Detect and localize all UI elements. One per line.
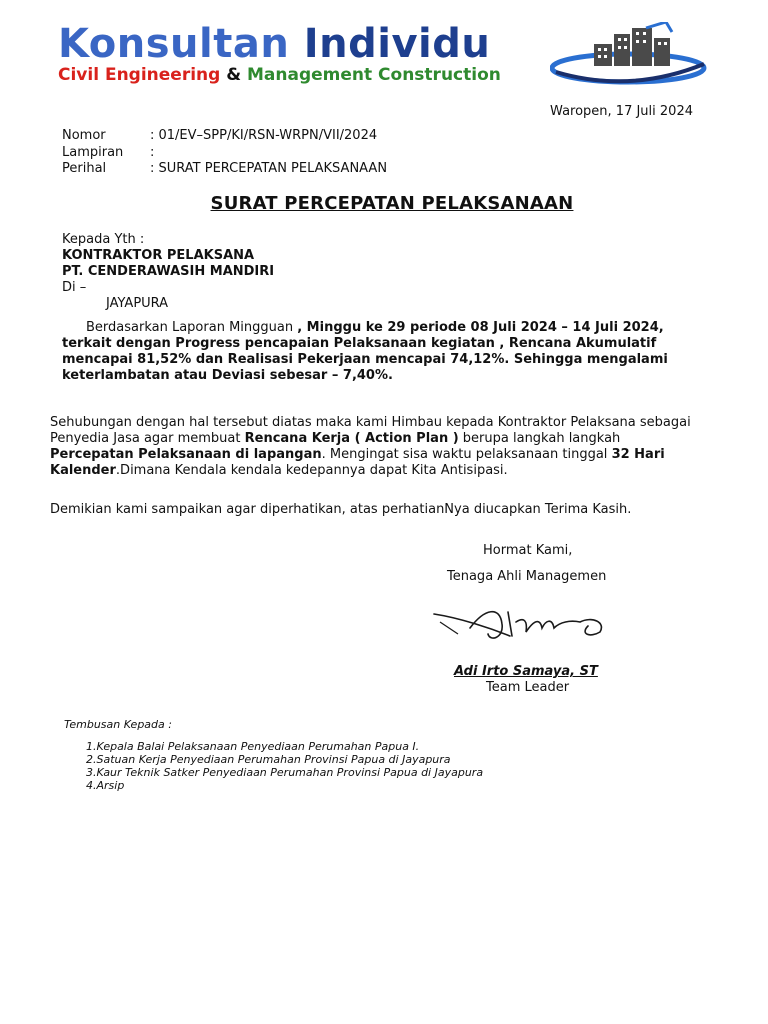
cc-item: 1.Kepala Balai Pelaksanaan Penyediaan Perumahan Papua I. [86,740,420,753]
letterhead-subtitle-management: Management Construction [247,65,501,85]
signer-name: Adi Irto Samaya, ST [454,664,598,679]
signature-role: Tenaga Ahli Managemen [447,569,607,584]
paragraph1-line4: keterlambatan atau Deviasi sebesar – 7,40%. [62,368,393,383]
handwritten-signature [430,598,620,648]
cc-label: Tembusan Kepada : [64,718,172,731]
paragraph2-line4-b: .Dimana Kendala kendala kedepannya dapat Kita Antisipasi. [115,463,508,478]
letterhead-subtitle-amp: & [220,65,247,85]
perihal-value: : SURAT PERCEPATAN PELAKSANAAN [150,161,388,176]
perihal-label: Perihal [62,161,107,176]
letter-date: Waropen, 17 Juli 2024 [550,104,693,119]
closing-sentence: Demikian kami sampaikan agar diperhatikan, atas perhatianNya diucapkan Terima Kasih. [50,502,632,517]
cc-item: 4.Arsip [86,779,125,792]
paragraph1-line1-a: Berdasarkan Laporan Mingguan [86,320,298,335]
paragraph2-line2-c: berupa langkah langkah [458,431,621,446]
paragraph2-line4-a: Kalender [50,463,116,478]
paragraph1-line3: mencapai 81,52% dan Realisasi Pekerjaan mencapai 74,12%. Sehingga mengalami [62,352,668,367]
recipient-line1: KONTRAKTOR PELAKSANA [62,248,255,263]
paragraph1-line1-b: , Minggu ke 29 periode 08 Juli 2024 – 14 Juli 2024, [297,320,664,335]
paragraph2-line3-a: Percepatan Pelaksanaan di lapangan [50,447,322,462]
cc-item: 3.Kaur Teknik Satker Penyediaan Perumahan Provinsi Papua di Jayapura [86,766,484,779]
signer-position: Team Leader [486,680,570,695]
paragraph2-line1: Sehubungan dengan hal tersebut diatas maka kami Himbau kepada Kontraktor Pelaksana sebagai [50,415,691,430]
lampiran-value: : [150,145,155,160]
paragraph2-line3-c: 32 Hari [611,447,665,462]
paragraph1-line2: terkait dengan Progress pencapaian Pelaksanaan kegiatan , Rencana Akumulatif [62,336,657,351]
letterhead-title-word1: Konsultan [58,21,290,67]
letterhead-subtitle-civil: Civil Engineering [58,65,221,85]
recipient-line2: PT. CENDERAWASIH MANDIRI [62,264,275,279]
lampiran-label: Lampiran [62,145,124,160]
recipient-di: Di – [62,280,87,295]
nomor-label: Nomor [62,128,106,143]
letter-heading: SURAT PERCEPATAN PELAKSANAAN [210,193,574,214]
letterhead-title-word2: Individu [303,21,491,67]
recipient-city: JAYAPURA [106,296,169,311]
paragraph2-line4 [50,463,508,479]
recipient-kepada: Kepada Yth : [62,232,145,247]
paragraph2-line2-a: Penyedia Jasa agar membuat [50,431,245,446]
paragraph2-line3 [50,447,665,463]
paragraph2-line2 [50,431,620,447]
letterhead-subtitle [58,64,501,86]
cc-item: 2.Satuan Kerja Penyediaan Perumahan Provinsi Papua di Jayapura [86,753,451,766]
nomor-value: : 01/EV–SPP/KI/RSN-WRPN/VII/2024 [150,128,378,143]
paragraph1-line1 [86,320,664,336]
signature-greeting: Hormat Kami, [483,543,573,558]
letterhead-title [58,22,490,66]
paragraph2-line2-b: Rencana Kerja ( Action Plan ) [244,431,459,446]
paragraph2-line3-b: . Mengingat sisa waktu pelaksanaan tinggal [321,447,612,462]
building-logo-icon [550,22,710,92]
